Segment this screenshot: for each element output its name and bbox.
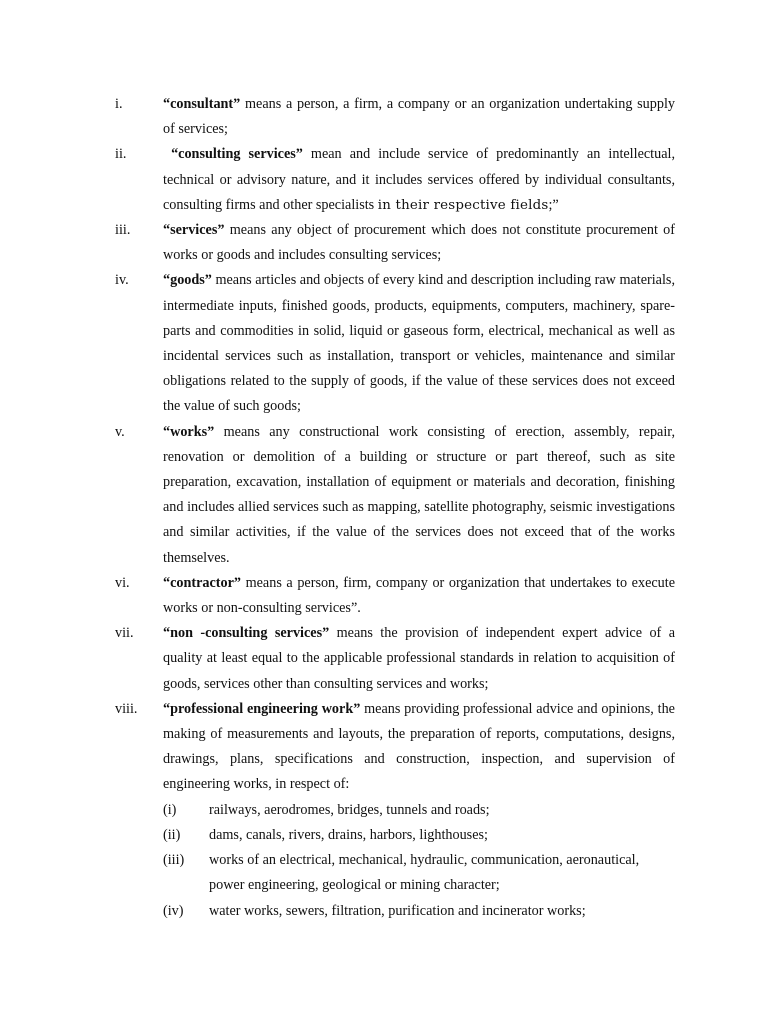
definition-numeral: iii. — [115, 222, 131, 239]
definition-numeral: ii. — [115, 146, 127, 163]
definition-body — [163, 92, 675, 142]
sub-item — [163, 899, 675, 924]
definition-text: means a person, firm, company or organization that undertakes to execute works or non-consulting services”. — [163, 574, 675, 617]
sub-item-numeral: (ii) — [163, 826, 181, 843]
sub-item-text: railways, aerodromes, bridges, tunnels and roads; — [209, 801, 490, 818]
sub-item — [163, 848, 675, 898]
sub-item — [163, 823, 675, 848]
definition-text: mean and include service of predominantly an intellectual, technical or advisory nature, and it includes services offered by individual consultants, consulting firms and other specialists — [163, 146, 675, 213]
sub-item — [163, 798, 675, 823]
definition-text: means providing professional advice and opinions, the making of measurements and layouts, the preparation of reports, computations, designs, drawings, plans, specifications and construction, inspection, and supervision of engineering works, in respect of: — [163, 700, 675, 793]
definition-item — [115, 218, 675, 268]
definition-item — [115, 92, 675, 142]
definition-numeral: viii. — [115, 700, 138, 717]
definition-item — [115, 571, 675, 621]
definition-body — [163, 268, 675, 419]
defined-term: “contractor” — [163, 574, 241, 591]
definition-body — [163, 142, 675, 218]
definition-text: means any object of procurement which does not constitute procurement of works or goods and includes consulting services; — [163, 222, 675, 264]
defined-term: “consultant” — [163, 96, 241, 112]
definition-numeral: vii. — [115, 625, 134, 642]
definition-main — [163, 697, 675, 798]
definition-numeral: v. — [115, 423, 125, 440]
definition-numeral: i. — [115, 96, 123, 112]
definition-text: means articles and objects of every kind and description including raw materials, intermediate inputs, finished goods, products, equipments, computers, machinery, spare-parts and commodities in solid, liquid or gaseous form, electrical, mechanical as well as incidental services such as installation, transport or vehicles, maintenance and similar obligations related to the supply of goods, if the value of these services does not exceed the value of such goods; — [163, 272, 675, 415]
definition-item — [115, 621, 675, 697]
defined-term: “works” — [163, 423, 215, 440]
leading-space — [163, 146, 171, 162]
sub-item-text: water works, sewers, filtration, purification and incinerator works; — [209, 902, 586, 919]
defined-term: “services” — [163, 222, 225, 239]
definition-body — [163, 697, 675, 924]
defined-term: “goods” — [163, 272, 212, 289]
defined-term: “professional engineering work” — [163, 700, 361, 717]
sub-item-text: dams, canals, rivers, drains, harbors, lighthouses; — [209, 826, 488, 843]
definition-item — [115, 420, 675, 571]
definition-text: means any constructional work consisting of erection, assembly, repair, renovation or demolition of a building or structure or part thereof, such as site preparation, excavation, installation of equipment or materials and decoration, finishing and includes allied services such as mapping, satellite photography, seismic investigations and similar activities, if the value of the services does not exceed that of the works themselves. — [163, 423, 675, 566]
definition-numeral: iv. — [115, 272, 129, 289]
definition-body — [163, 420, 675, 571]
definition-text-end: ;” — [548, 196, 559, 213]
defined-term: “non -consulting services” — [163, 625, 330, 642]
definition-item — [115, 142, 675, 218]
sub-item-numeral: (iii) — [163, 852, 185, 869]
definition-item — [115, 268, 675, 419]
sub-item-text: works of an electrical, mechanical, hydraulic, communication, aeronautical, power engineering, geological or mining character; — [209, 852, 640, 894]
definition-text-tail: in their respective fields — [377, 197, 549, 213]
definition-body — [163, 218, 675, 268]
sub-item-numeral: (i) — [163, 801, 177, 818]
definition-numeral: vi. — [115, 574, 130, 591]
definition-text: means a person, a firm, a company or an organization undertaking supply of services; — [163, 96, 675, 138]
definition-body — [163, 621, 675, 697]
definition-body — [163, 571, 675, 621]
defined-term: “consulting services” — [171, 146, 303, 163]
definition-item — [115, 697, 675, 924]
sub-item-numeral: (iv) — [163, 902, 184, 919]
definitions-list — [115, 92, 675, 924]
definition-text: means the provision of independent expert advice of a quality at least equal to the applicable professional standards in relation to acquisition of goods, services other than consulting services and works; — [163, 625, 675, 692]
